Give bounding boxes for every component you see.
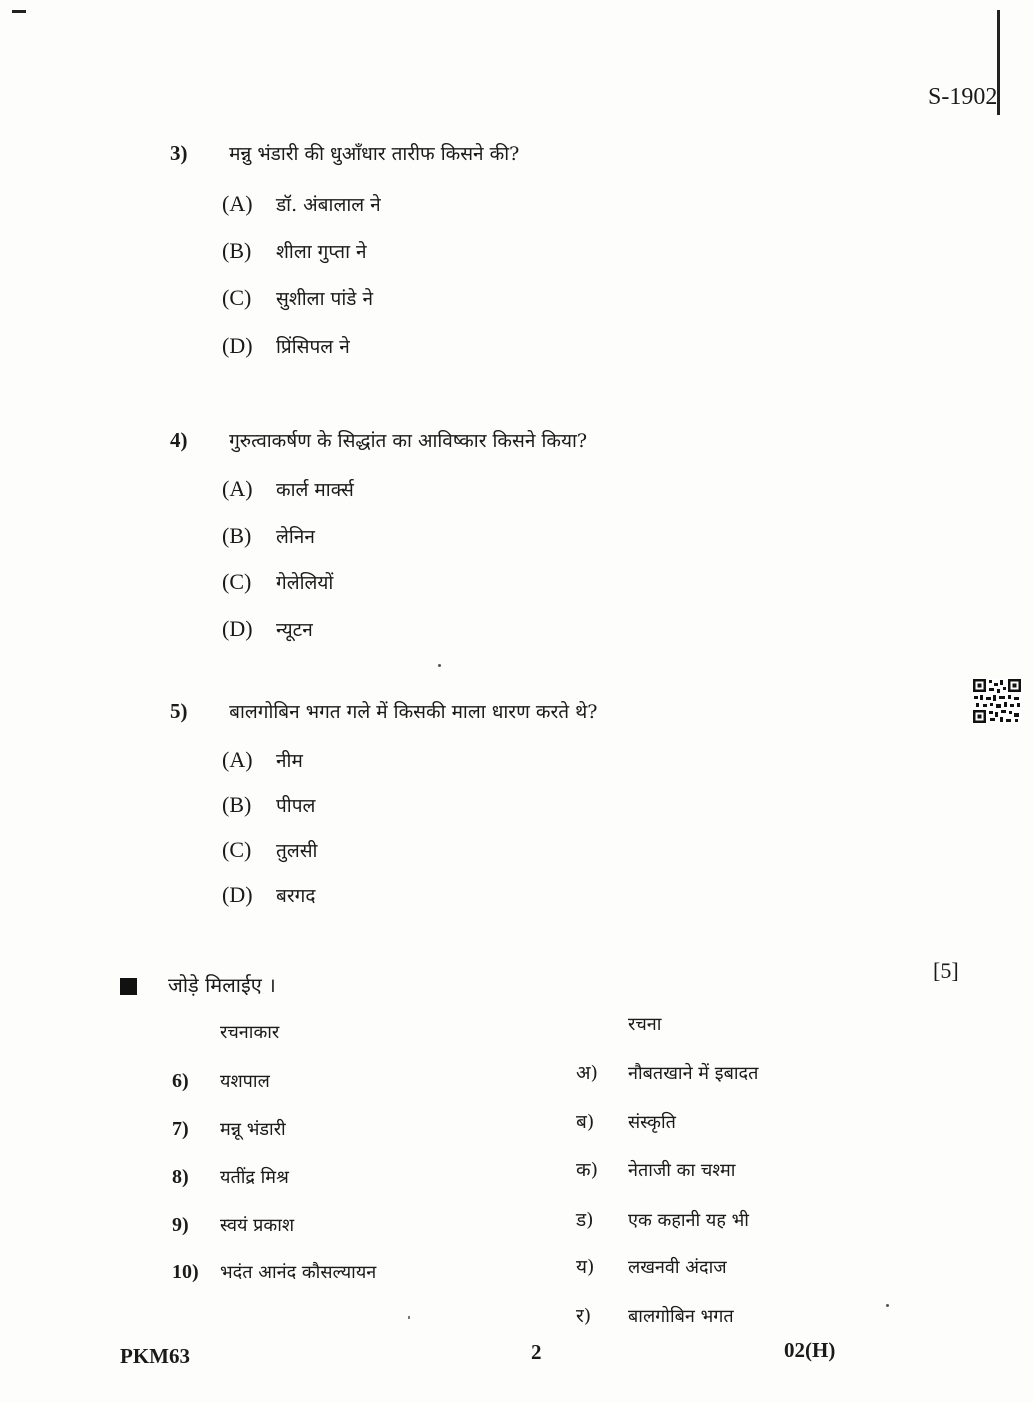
question-5 (170, 698, 597, 724)
item-text: मन्नू भंडारी (220, 1119, 286, 1140)
scan-speck (886, 1304, 889, 1307)
item-text: लखनवी अंदाज (628, 1257, 727, 1278)
option-text: कार्ल मार्क्स (276, 479, 354, 501)
question-text: बालगोबिन भगत गले में किसकी माला धारण करते थे? (229, 701, 598, 723)
work-item (576, 1059, 758, 1085)
question-3 (170, 140, 519, 166)
matching-title: जोड़े मिलाईए । (168, 973, 276, 997)
item-text: स्वयं प्रकाश (220, 1215, 295, 1236)
option-d (222, 616, 313, 642)
scan-speck (438, 664, 441, 667)
question-number: 5) (170, 699, 188, 723)
option-label: (B) (222, 238, 252, 263)
footer-code: PKM63 (120, 1344, 190, 1368)
item-label: य) (576, 1256, 595, 1278)
author-item (172, 1117, 286, 1141)
question-number: 4) (170, 428, 188, 452)
question-number: 3) (170, 141, 188, 165)
option-label: (D) (222, 333, 253, 358)
option-d (222, 333, 350, 359)
item-label: क) (576, 1159, 599, 1181)
option-c (222, 285, 373, 311)
option-a (222, 191, 381, 217)
option-text: गेलेलियों (276, 572, 334, 594)
work-item (576, 1108, 676, 1134)
option-b (222, 792, 315, 818)
option-a (222, 747, 303, 773)
option-label: (B) (222, 792, 252, 817)
option-text: शीला गुप्ता ने (276, 241, 367, 263)
item-text: नौबतखाने में इबादत (628, 1063, 759, 1084)
option-text: बरगद (276, 885, 316, 907)
work-item (576, 1156, 735, 1182)
option-label: (C) (222, 837, 252, 862)
right-edge-line (997, 10, 1000, 115)
option-text: पीपल (276, 795, 316, 817)
option-text: डॉ. अंबालाल ने (276, 194, 381, 216)
item-text: संस्कृति (628, 1112, 676, 1133)
item-text: नेताजी का चश्मा (628, 1160, 736, 1181)
item-label: ड) (576, 1209, 594, 1231)
option-text: लेनिन (276, 526, 315, 548)
item-label: अ) (576, 1062, 598, 1084)
author-item (172, 1165, 289, 1189)
paper-code: S-1902 (928, 84, 998, 110)
option-label: (D) (222, 616, 253, 641)
top-left-mark (12, 10, 26, 13)
question-text: मन्नु भंडारी की धुआँधार तारीफ किसने की? (229, 143, 520, 165)
work-item (576, 1206, 749, 1232)
option-label: (C) (222, 285, 252, 310)
option-label: (A) (222, 747, 253, 772)
author-item (172, 1260, 376, 1284)
author-item (172, 1213, 294, 1237)
option-text: न्यूटन (276, 619, 313, 641)
option-text: सुशीला पांडे ने (276, 288, 373, 310)
work-item (576, 1253, 727, 1279)
item-text: एक कहानी यह भी (628, 1210, 749, 1231)
qr-code (972, 678, 1022, 724)
item-text: यशपाल (220, 1071, 270, 1092)
option-label: (C) (222, 569, 252, 594)
option-b (222, 523, 315, 549)
scan-speck (408, 1316, 410, 1319)
left-column-header: रचनाकार (220, 1022, 280, 1043)
option-b (222, 238, 367, 264)
option-c (222, 569, 333, 595)
right-column-header: रचना (628, 1014, 662, 1035)
page-number: 2 (531, 1340, 542, 1364)
section-bullet (120, 978, 137, 995)
option-a (222, 476, 354, 502)
option-label: (D) (222, 882, 253, 907)
option-text: प्रिंसिपल ने (276, 336, 350, 358)
option-label: (B) (222, 523, 252, 548)
item-label: र) (576, 1305, 592, 1327)
work-item (576, 1302, 734, 1328)
option-text: तुलसी (276, 840, 318, 862)
question-4 (170, 427, 587, 453)
option-label: (A) (222, 191, 253, 216)
item-label: ब) (576, 1111, 595, 1133)
question-text: गुरुत्वाकर्षण के सिद्धांत का आविष्कार किसने किया? (229, 430, 588, 452)
item-number: 9) (172, 1214, 189, 1236)
footer-set: 02(H) (784, 1338, 836, 1362)
option-d (222, 882, 315, 908)
option-c (222, 837, 317, 863)
item-number: 6) (172, 1070, 189, 1092)
item-number: 7) (172, 1118, 189, 1140)
item-number: 8) (172, 1166, 189, 1188)
item-text: भदंत आनंद कौसल्यायन (220, 1262, 377, 1283)
author-item (172, 1069, 270, 1093)
item-text: यतींद्र मिश्र (220, 1167, 289, 1188)
option-text: नीम (276, 750, 303, 772)
item-text: बालगोबिन भगत (628, 1306, 734, 1327)
item-number: 10) (172, 1261, 199, 1283)
option-label: (A) (222, 476, 253, 501)
matching-marks: [5] (933, 958, 959, 983)
